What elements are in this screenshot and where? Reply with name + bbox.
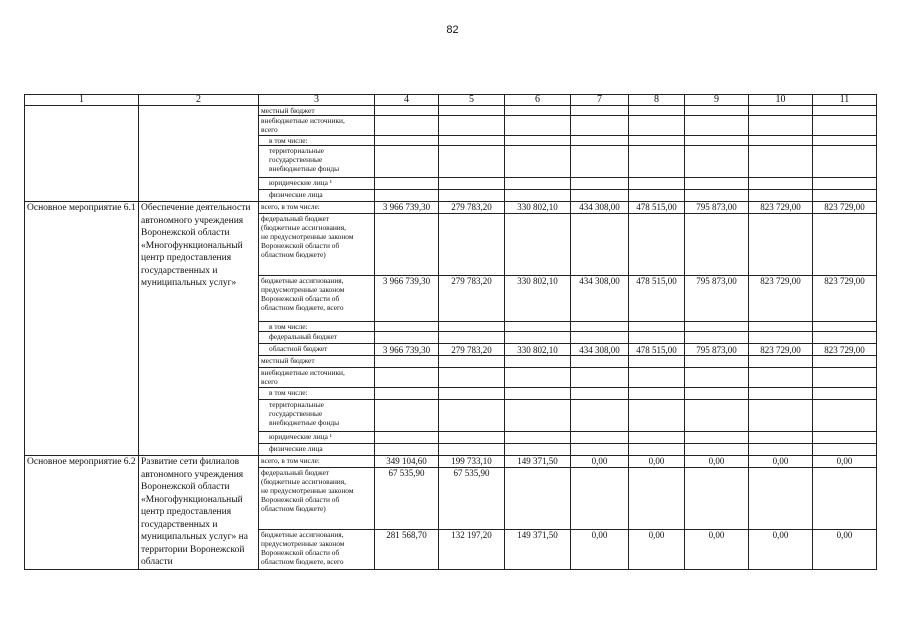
value-cell — [571, 146, 629, 178]
value-cell — [439, 368, 505, 388]
value-cell — [629, 136, 685, 146]
column-number: 7 — [571, 95, 629, 106]
value-cell — [375, 388, 439, 400]
value-cell — [685, 136, 749, 146]
value-cell: 0,00 — [571, 456, 629, 468]
event-name-cell — [139, 106, 259, 202]
value-cell — [813, 178, 877, 190]
value-cell — [813, 332, 877, 344]
value-cell — [813, 116, 877, 136]
value-cell: 330 802,10 — [505, 202, 571, 214]
value-cell — [813, 388, 877, 400]
table-row — [25, 106, 877, 116]
value-cell: 3 966 739,30 — [375, 344, 439, 356]
value-cell — [749, 322, 813, 332]
value-cell — [685, 332, 749, 344]
value-cell: 67 535,90 — [439, 468, 505, 530]
value-cell — [439, 190, 505, 202]
value-cell: 478 515,00 — [629, 344, 685, 356]
value-cell: 478 515,00 — [629, 202, 685, 214]
value-cell: 478 515,00 — [629, 276, 685, 322]
column-number: 1 — [25, 95, 139, 106]
value-cell — [505, 356, 571, 368]
value-cell — [629, 388, 685, 400]
column-number: 6 — [505, 95, 571, 106]
value-cell — [505, 178, 571, 190]
value-cell — [813, 468, 877, 530]
value-cell — [813, 136, 877, 146]
value-cell — [629, 368, 685, 388]
funding-source-label: федеральный бюджет — [259, 332, 375, 344]
funding-source-label: физические лица — [259, 444, 375, 456]
value-cell — [685, 106, 749, 116]
value-cell — [571, 106, 629, 116]
value-cell — [505, 400, 571, 432]
value-cell — [375, 400, 439, 432]
value-cell — [685, 116, 749, 136]
value-cell — [749, 444, 813, 456]
value-cell — [813, 356, 877, 368]
value-cell: 0,00 — [749, 456, 813, 468]
value-cell — [749, 368, 813, 388]
value-cell — [749, 190, 813, 202]
column-number: 5 — [439, 95, 505, 106]
value-cell — [571, 214, 629, 276]
value-cell — [375, 356, 439, 368]
value-cell: 823 729,00 — [749, 202, 813, 214]
value-cell: 0,00 — [813, 530, 877, 570]
value-cell — [439, 400, 505, 432]
value-cell — [439, 116, 505, 136]
funding-source-label: федеральный бюджет (бюджетные ассигнования, не предусмотренные законом Воронежской области об областном бюджете) — [259, 468, 375, 530]
value-cell — [813, 146, 877, 178]
value-cell — [629, 214, 685, 276]
value-cell: 0,00 — [749, 530, 813, 570]
value-cell: 795 873,00 — [685, 202, 749, 214]
value-cell — [439, 146, 505, 178]
column-number-row — [25, 95, 877, 106]
event-name-cell: Развитие сети филиалов автономного учреждения Воронежской области «Многофункциональный центр предоставления государственных и муниципальных услуг» на территории Воронежской области — [139, 456, 259, 570]
value-cell — [439, 214, 505, 276]
value-cell: 0,00 — [629, 456, 685, 468]
funding-source-label: местный бюджет — [259, 356, 375, 368]
value-cell: 149 371,50 — [505, 530, 571, 570]
funding-source-label: в том числе: — [259, 388, 375, 400]
value-cell — [439, 178, 505, 190]
value-cell — [629, 178, 685, 190]
table-row — [25, 202, 877, 214]
value-cell — [749, 116, 813, 136]
value-cell: 67 535,90 — [375, 468, 439, 530]
funding-source-label: юридические лица ¹ — [259, 178, 375, 190]
value-cell — [629, 400, 685, 432]
value-cell: 0,00 — [813, 456, 877, 468]
funding-source-label: всего, в том числе: — [259, 202, 375, 214]
column-number: 4 — [375, 95, 439, 106]
value-cell — [375, 322, 439, 332]
value-cell — [749, 214, 813, 276]
value-cell: 823 729,00 — [749, 276, 813, 322]
value-cell — [685, 444, 749, 456]
value-cell — [571, 388, 629, 400]
value-cell — [685, 356, 749, 368]
funding-source-label: бюджетные ассигнования, предусмотренные законом Воронежской области об областном бюджете, всего — [259, 276, 375, 322]
value-cell — [749, 468, 813, 530]
value-cell: 3 966 739,30 — [375, 202, 439, 214]
funding-source-label: внебюджетные источники, всего — [259, 368, 375, 388]
value-cell — [505, 368, 571, 388]
value-cell — [571, 432, 629, 444]
value-cell: 132 197,20 — [439, 530, 505, 570]
value-cell: 434 308,00 — [571, 276, 629, 322]
value-cell: 0,00 — [571, 530, 629, 570]
value-cell — [629, 356, 685, 368]
value-cell — [439, 332, 505, 344]
value-cell — [749, 388, 813, 400]
value-cell — [629, 322, 685, 332]
value-cell — [571, 368, 629, 388]
value-cell — [571, 322, 629, 332]
event-cell: Основное мероприятие 6.2 — [25, 456, 139, 570]
funding-source-label: внебюджетные источники, всего — [259, 116, 375, 136]
value-cell — [813, 368, 877, 388]
funding-source-label: в том числе: — [259, 136, 375, 146]
value-cell — [685, 400, 749, 432]
funding-source-label: физические лица — [259, 190, 375, 202]
value-cell — [375, 444, 439, 456]
value-cell — [813, 214, 877, 276]
funding-source-label: юридические лица ¹ — [259, 432, 375, 444]
value-cell — [375, 136, 439, 146]
value-cell — [571, 136, 629, 146]
value-cell: 330 802,10 — [505, 344, 571, 356]
value-cell — [749, 400, 813, 432]
value-cell — [505, 432, 571, 444]
value-cell — [439, 388, 505, 400]
column-number: 9 — [685, 95, 749, 106]
value-cell — [629, 106, 685, 116]
value-cell — [571, 332, 629, 344]
value-cell: 0,00 — [685, 530, 749, 570]
value-cell: 795 873,00 — [685, 344, 749, 356]
value-cell — [749, 332, 813, 344]
column-number: 2 — [139, 95, 259, 106]
value-cell — [685, 432, 749, 444]
funding-source-label: федеральный бюджет (бюджетные ассигнования, не предусмотренные законом Воронежской области об областном бюджете) — [259, 214, 375, 276]
value-cell — [629, 332, 685, 344]
value-cell: 823 729,00 — [813, 344, 877, 356]
value-cell: 279 783,20 — [439, 202, 505, 214]
value-cell — [749, 178, 813, 190]
value-cell — [439, 444, 505, 456]
event-name-cell: Обеспечение деятельности автономного учреждения Воронежской области «Многофункциональный центр предоставления государственных и муниципальных услуг» — [139, 202, 259, 456]
value-cell — [505, 444, 571, 456]
value-cell: 0,00 — [629, 530, 685, 570]
value-cell — [505, 136, 571, 146]
value-cell: 281 568,70 — [375, 530, 439, 570]
value-cell: 199 733,10 — [439, 456, 505, 468]
value-cell — [571, 178, 629, 190]
value-cell — [629, 432, 685, 444]
value-cell — [375, 368, 439, 388]
value-cell — [375, 432, 439, 444]
value-cell — [629, 190, 685, 202]
value-cell — [749, 106, 813, 116]
value-cell — [505, 468, 571, 530]
value-cell — [375, 178, 439, 190]
value-cell — [439, 356, 505, 368]
value-cell — [685, 146, 749, 178]
funding-source-label: всего, в том числе: — [259, 456, 375, 468]
value-cell — [505, 106, 571, 116]
value-cell — [375, 116, 439, 136]
value-cell — [749, 356, 813, 368]
value-cell — [685, 388, 749, 400]
value-cell — [505, 190, 571, 202]
value-cell — [685, 322, 749, 332]
value-cell: 434 308,00 — [571, 344, 629, 356]
table-row — [25, 456, 877, 468]
value-cell — [505, 388, 571, 400]
value-cell — [749, 146, 813, 178]
value-cell: 149 371,50 — [505, 456, 571, 468]
funding-source-label: территориальные государственные внебюджетные фонды — [259, 146, 375, 178]
value-cell — [505, 116, 571, 136]
value-cell: 0,00 — [685, 456, 749, 468]
funding-source-label: местный бюджет — [259, 106, 375, 116]
value-cell — [375, 332, 439, 344]
value-cell — [375, 106, 439, 116]
value-cell — [439, 432, 505, 444]
value-cell — [505, 146, 571, 178]
value-cell — [571, 116, 629, 136]
page-number: 82 — [446, 24, 459, 36]
value-cell — [813, 432, 877, 444]
value-cell: 795 873,00 — [685, 276, 749, 322]
value-cell — [439, 106, 505, 116]
value-cell: 823 729,00 — [749, 344, 813, 356]
value-cell — [629, 146, 685, 178]
value-cell — [571, 356, 629, 368]
value-cell: 279 783,20 — [439, 344, 505, 356]
column-number: 11 — [813, 95, 877, 106]
funding-source-label: в том числе: — [259, 322, 375, 332]
value-cell — [505, 332, 571, 344]
value-cell — [629, 116, 685, 136]
value-cell: 434 308,00 — [571, 202, 629, 214]
value-cell — [571, 468, 629, 530]
value-cell — [685, 368, 749, 388]
value-cell — [375, 190, 439, 202]
value-cell — [375, 214, 439, 276]
event-cell: Основное мероприятие 6.1 — [25, 202, 139, 456]
value-cell — [629, 444, 685, 456]
value-cell — [571, 190, 629, 202]
value-cell — [685, 214, 749, 276]
value-cell — [439, 136, 505, 146]
value-cell — [685, 178, 749, 190]
value-cell: 3 966 739,30 — [375, 276, 439, 322]
value-cell — [439, 322, 505, 332]
value-cell — [813, 190, 877, 202]
value-cell — [813, 400, 877, 432]
funding-source-label: областной бюджет — [259, 344, 375, 356]
budget-table — [24, 94, 877, 570]
value-cell: 823 729,00 — [813, 202, 877, 214]
funding-source-label: территориальные государственные внебюджетные фонды — [259, 400, 375, 432]
column-number: 8 — [629, 95, 685, 106]
column-number: 3 — [259, 95, 375, 106]
value-cell — [629, 468, 685, 530]
value-cell: 349 104,60 — [375, 456, 439, 468]
value-cell — [375, 146, 439, 178]
value-cell — [505, 322, 571, 332]
value-cell — [813, 106, 877, 116]
funding-source-label: бюджетные ассигнования, предусмотренные законом Воронежской области об областном бюджете, всего — [259, 530, 375, 570]
value-cell — [505, 214, 571, 276]
event-cell — [25, 106, 139, 202]
value-cell: 823 729,00 — [813, 276, 877, 322]
value-cell — [571, 444, 629, 456]
column-number: 10 — [749, 95, 813, 106]
value-cell — [813, 444, 877, 456]
value-cell — [571, 400, 629, 432]
value-cell — [749, 432, 813, 444]
value-cell — [685, 468, 749, 530]
value-cell: 279 783,20 — [439, 276, 505, 322]
value-cell — [685, 190, 749, 202]
value-cell — [813, 322, 877, 332]
value-cell: 330 802,10 — [505, 276, 571, 322]
value-cell — [749, 136, 813, 146]
